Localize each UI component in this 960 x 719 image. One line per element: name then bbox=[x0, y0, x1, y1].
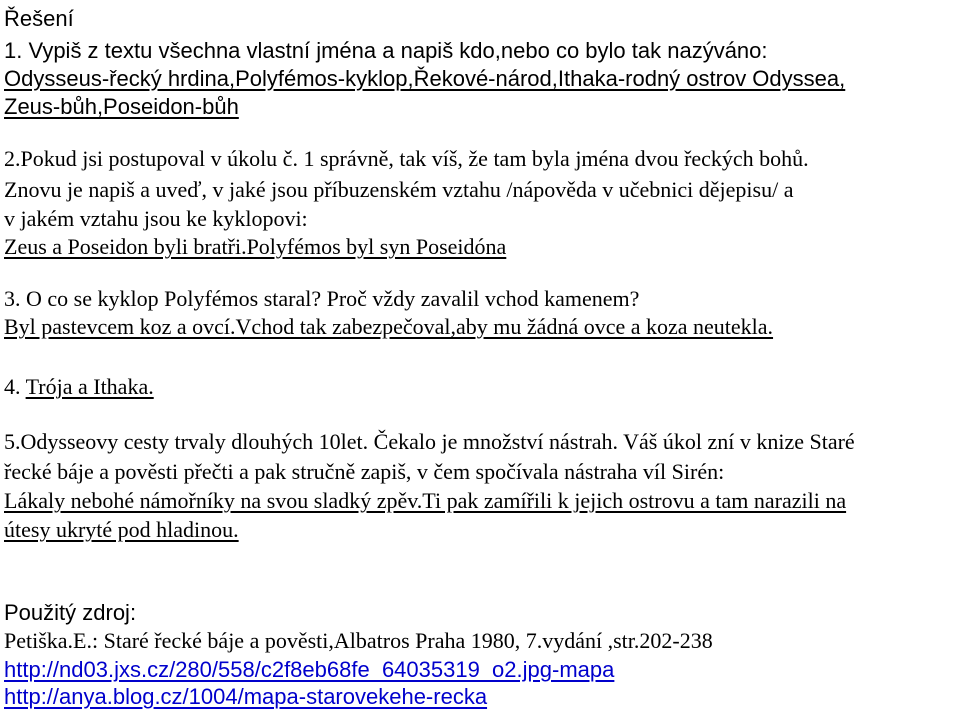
question-3: 3. O co se kyklop Polyfémos staral? Proč vždy zavalil vchod kamenem? bbox=[4, 286, 640, 311]
page-heading: Řešení bbox=[4, 6, 74, 31]
answer-4: Trója a Ithaka. bbox=[25, 374, 154, 399]
source-link-map-blog[interactable]: http://anya.blog.cz/1004/mapa-starovekehe-recka bbox=[4, 684, 488, 709]
source-label: Použitý zdroj: bbox=[4, 600, 137, 625]
question-2-line-1: 2.Pokud jsi postupoval v úkolu č. 1 správně, tak víš, že tam byla jména dvou řeckých bohů. bbox=[4, 146, 809, 171]
question-4 bbox=[4, 376, 154, 398]
answer-5-line-1: Lákaly nebohé námořníky na svou sladký zpěv.Ti pak zamířili k jejich ostrovu a tam narazili na bbox=[4, 488, 847, 513]
answer-3: Byl pastevcem koz a ovcí.Vchod tak zabezpečoval,aby mu žádná ovce a koza neutekla. bbox=[4, 314, 774, 339]
source-link-map-image[interactable]: http://nd03.jxs.cz/280/558/c2f8eb68fe_64035319_o2.jpg-mapa bbox=[4, 657, 615, 682]
question-1: 1. Vypiš z textu všechna vlastní jména a napiš kdo,nebo co bylo tak nazýváno: bbox=[4, 38, 768, 63]
source-citation: Petiška.E.: Staré řecké báje a pověsti,Albatros Praha 1980, 7.vydání ,str.202-238 bbox=[4, 628, 713, 653]
question-5-line-1: 5.Odysseovy cesty trvaly dlouhých 10let. Čekalo je množství nástrah. Váš úkol zní v knize Staré bbox=[4, 429, 855, 454]
answer-1-line-1: Odysseus-řecký hrdina,Polyfémos-kyklop,Řekové-národ,Ithaka-rodný ostrov Odyssea, bbox=[4, 66, 846, 91]
answer-2: Zeus a Poseidon byli bratři.Polyfémos byl syn Poseidóna bbox=[4, 234, 507, 259]
answer-1-line-2: Zeus-bůh,Poseidon-bůh bbox=[4, 94, 239, 119]
question-5-line-2: řecké báje a pověsti přečti a pak stručně zapiš, v čem spočívala nástraha víl Sirén: bbox=[4, 459, 725, 484]
question-4-number: 4. bbox=[4, 374, 26, 399]
question-2-line-3: v jakém vztahu jsou ke kyklopovi: bbox=[4, 206, 308, 231]
answer-5-line-2: útesy ukryté pod hladinou. bbox=[4, 517, 239, 542]
question-2-line-2: Znovu je napiš a uveď, v jaké jsou příbuzenském vztahu /nápověda v učebnici dějepisu/ a bbox=[4, 177, 794, 202]
